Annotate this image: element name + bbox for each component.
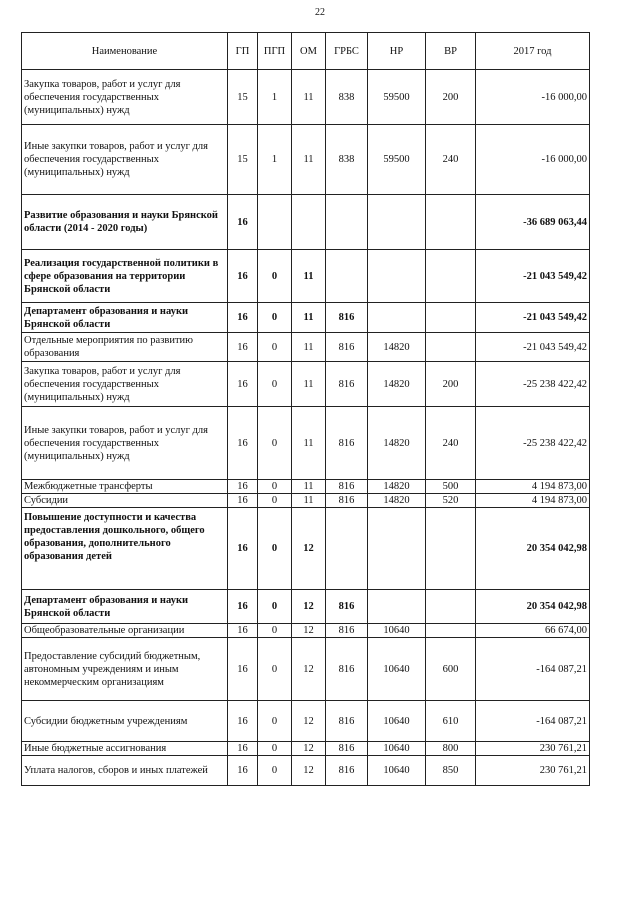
cell-grbs — [326, 250, 368, 303]
cell-name: Закупка товаров, работ и услуг для обеспечения государственных (муниципальных) нужд — [22, 362, 228, 407]
table-row — [22, 742, 590, 756]
cell-nr: 14820 — [368, 494, 426, 508]
cell-pgp: 0 — [258, 756, 292, 786]
cell-name: Иные закупки товаров, работ и услуг для обеспечения государственных (муниципальных) нужд — [22, 407, 228, 480]
header-name: Наименование — [22, 33, 228, 70]
cell-amount: 4 194 873,00 — [476, 480, 590, 494]
cell-nr: 14820 — [368, 333, 426, 362]
cell-om: 12 — [292, 638, 326, 701]
cell-amount: -25 238 422,42 — [476, 407, 590, 480]
cell-grbs: 838 — [326, 125, 368, 195]
cell-gp: 16 — [228, 333, 258, 362]
cell-amount: -164 087,21 — [476, 701, 590, 742]
cell-grbs: 816 — [326, 333, 368, 362]
cell-pgp: 0 — [258, 250, 292, 303]
table-row — [22, 756, 590, 786]
cell-amount: 4 194 873,00 — [476, 494, 590, 508]
cell-pgp: 0 — [258, 362, 292, 407]
header-vr: ВР — [426, 33, 476, 70]
cell-gp: 16 — [228, 701, 258, 742]
cell-vr — [426, 624, 476, 638]
header-pgp: ПГП — [258, 33, 292, 70]
cell-pgp: 0 — [258, 303, 292, 333]
cell-nr: 14820 — [368, 407, 426, 480]
cell-name: Реализация государственной политики в сфере образования на территории Брянской области — [22, 250, 228, 303]
cell-name: Субсидии бюджетным учреждениям — [22, 701, 228, 742]
cell-amount: -21 043 549,42 — [476, 250, 590, 303]
cell-pgp: 0 — [258, 494, 292, 508]
cell-vr — [426, 303, 476, 333]
cell-name: Департамент образования и науки Брянской области — [22, 590, 228, 624]
table-row — [22, 303, 590, 333]
cell-gp: 16 — [228, 480, 258, 494]
table-row — [22, 624, 590, 638]
cell-vr: 850 — [426, 756, 476, 786]
table-row — [22, 701, 590, 742]
cell-amount: -21 043 549,42 — [476, 333, 590, 362]
cell-pgp: 0 — [258, 701, 292, 742]
cell-vr — [426, 250, 476, 303]
cell-om: 11 — [292, 303, 326, 333]
cell-grbs: 816 — [326, 590, 368, 624]
cell-om: 11 — [292, 250, 326, 303]
cell-pgp — [258, 195, 292, 250]
cell-grbs — [326, 508, 368, 590]
cell-amount: 20 354 042,98 — [476, 508, 590, 590]
cell-name: Предоставление субсидий бюджетным, автономным учреждениям и иным некоммерческим организациям — [22, 638, 228, 701]
cell-pgp: 0 — [258, 638, 292, 701]
cell-gp: 16 — [228, 250, 258, 303]
cell-om: 11 — [292, 70, 326, 125]
cell-amount: -21 043 549,42 — [476, 303, 590, 333]
cell-name: Отдельные мероприятия по развитию образования — [22, 333, 228, 362]
cell-vr: 200 — [426, 362, 476, 407]
cell-grbs: 816 — [326, 480, 368, 494]
table-row — [22, 407, 590, 480]
cell-amount: 20 354 042,98 — [476, 590, 590, 624]
cell-grbs: 816 — [326, 494, 368, 508]
cell-nr: 10640 — [368, 638, 426, 701]
cell-om: 12 — [292, 756, 326, 786]
cell-vr: 500 — [426, 480, 476, 494]
cell-amount: -16 000,00 — [476, 70, 590, 125]
cell-gp: 16 — [228, 590, 258, 624]
cell-amount: -16 000,00 — [476, 125, 590, 195]
cell-amount: 230 761,21 — [476, 756, 590, 786]
header-grbs: ГРБС — [326, 33, 368, 70]
cell-gp: 16 — [228, 195, 258, 250]
cell-name: Департамент образования и науки Брянской области — [22, 303, 228, 333]
cell-pgp: 0 — [258, 590, 292, 624]
cell-om: 11 — [292, 362, 326, 407]
cell-grbs — [326, 195, 368, 250]
cell-vr: 240 — [426, 407, 476, 480]
table-row — [22, 362, 590, 407]
table-row — [22, 195, 590, 250]
cell-grbs: 816 — [326, 303, 368, 333]
cell-amount: -36 689 063,44 — [476, 195, 590, 250]
table-row — [22, 590, 590, 624]
cell-nr: 10640 — [368, 624, 426, 638]
cell-vr — [426, 590, 476, 624]
cell-pgp: 1 — [258, 125, 292, 195]
cell-vr — [426, 333, 476, 362]
cell-gp: 16 — [228, 638, 258, 701]
cell-name: Общеобразовательные организации — [22, 624, 228, 638]
cell-pgp: 0 — [258, 480, 292, 494]
cell-gp: 16 — [228, 407, 258, 480]
cell-name: Иные закупки товаров, работ и услуг для обеспечения государственных (муниципальных) нужд — [22, 125, 228, 195]
cell-name: Развитие образования и науки Брянской области (2014 - 2020 годы) — [22, 195, 228, 250]
page-number: 22 — [315, 7, 325, 18]
cell-vr: 610 — [426, 701, 476, 742]
cell-grbs: 816 — [326, 638, 368, 701]
cell-nr: 10640 — [368, 756, 426, 786]
header-nr: НР — [368, 33, 426, 70]
budget-table — [21, 32, 590, 786]
cell-gp: 16 — [228, 756, 258, 786]
cell-name: Закупка товаров, работ и услуг для обеспечения государственных (муниципальных) нужд — [22, 70, 228, 125]
cell-grbs: 816 — [326, 624, 368, 638]
cell-nr: 59500 — [368, 70, 426, 125]
table-row — [22, 333, 590, 362]
table-row — [22, 250, 590, 303]
cell-pgp: 0 — [258, 742, 292, 756]
cell-vr: 600 — [426, 638, 476, 701]
cell-pgp: 0 — [258, 333, 292, 362]
header-om: ОМ — [292, 33, 326, 70]
cell-pgp: 1 — [258, 70, 292, 125]
cell-om: 12 — [292, 701, 326, 742]
cell-om: 12 — [292, 624, 326, 638]
cell-om: 12 — [292, 742, 326, 756]
cell-pgp: 0 — [258, 508, 292, 590]
cell-gp: 15 — [228, 125, 258, 195]
cell-amount: 230 761,21 — [476, 742, 590, 756]
cell-vr — [426, 508, 476, 590]
cell-pgp: 0 — [258, 624, 292, 638]
cell-om: 12 — [292, 590, 326, 624]
table-row — [22, 480, 590, 494]
cell-grbs: 838 — [326, 70, 368, 125]
cell-grbs: 816 — [326, 742, 368, 756]
cell-amount: -25 238 422,42 — [476, 362, 590, 407]
cell-gp: 15 — [228, 70, 258, 125]
cell-gp: 16 — [228, 303, 258, 333]
cell-om: 11 — [292, 407, 326, 480]
cell-nr: 10640 — [368, 701, 426, 742]
cell-name: Иные бюджетные ассигнования — [22, 742, 228, 756]
cell-name: Субсидии — [22, 494, 228, 508]
cell-gp: 16 — [228, 508, 258, 590]
cell-vr: 800 — [426, 742, 476, 756]
cell-nr: 59500 — [368, 125, 426, 195]
table-row — [22, 125, 590, 195]
header-gp: ГП — [228, 33, 258, 70]
cell-nr — [368, 195, 426, 250]
cell-amount: -164 087,21 — [476, 638, 590, 701]
table-row — [22, 494, 590, 508]
table-row — [22, 70, 590, 125]
cell-name: Межбюджетные трансферты — [22, 480, 228, 494]
cell-om: 12 — [292, 508, 326, 590]
cell-om: 11 — [292, 333, 326, 362]
cell-nr: 14820 — [368, 480, 426, 494]
cell-grbs: 816 — [326, 407, 368, 480]
cell-name: Уплата налогов, сборов и иных платежей — [22, 756, 228, 786]
cell-nr: 14820 — [368, 362, 426, 407]
header-row — [22, 33, 590, 70]
cell-grbs: 816 — [326, 756, 368, 786]
cell-gp: 16 — [228, 624, 258, 638]
cell-om — [292, 195, 326, 250]
cell-gp: 16 — [228, 362, 258, 407]
table-row — [22, 508, 590, 590]
cell-name: Повышение доступности и качества предоставления дошкольного, общего образования, дополнительного образования детей — [22, 508, 228, 590]
cell-nr — [368, 250, 426, 303]
table-row — [22, 638, 590, 701]
cell-nr: 10640 — [368, 742, 426, 756]
cell-vr: 240 — [426, 125, 476, 195]
cell-om: 11 — [292, 494, 326, 508]
cell-grbs: 816 — [326, 362, 368, 407]
cell-nr — [368, 590, 426, 624]
cell-vr: 520 — [426, 494, 476, 508]
cell-grbs: 816 — [326, 701, 368, 742]
cell-pgp: 0 — [258, 407, 292, 480]
cell-gp: 16 — [228, 742, 258, 756]
cell-om: 11 — [292, 480, 326, 494]
cell-om: 11 — [292, 125, 326, 195]
cell-vr: 200 — [426, 70, 476, 125]
cell-vr — [426, 195, 476, 250]
cell-nr — [368, 508, 426, 590]
cell-amount: 66 674,00 — [476, 624, 590, 638]
header-year: 2017 год — [476, 33, 590, 70]
cell-gp: 16 — [228, 494, 258, 508]
cell-nr — [368, 303, 426, 333]
